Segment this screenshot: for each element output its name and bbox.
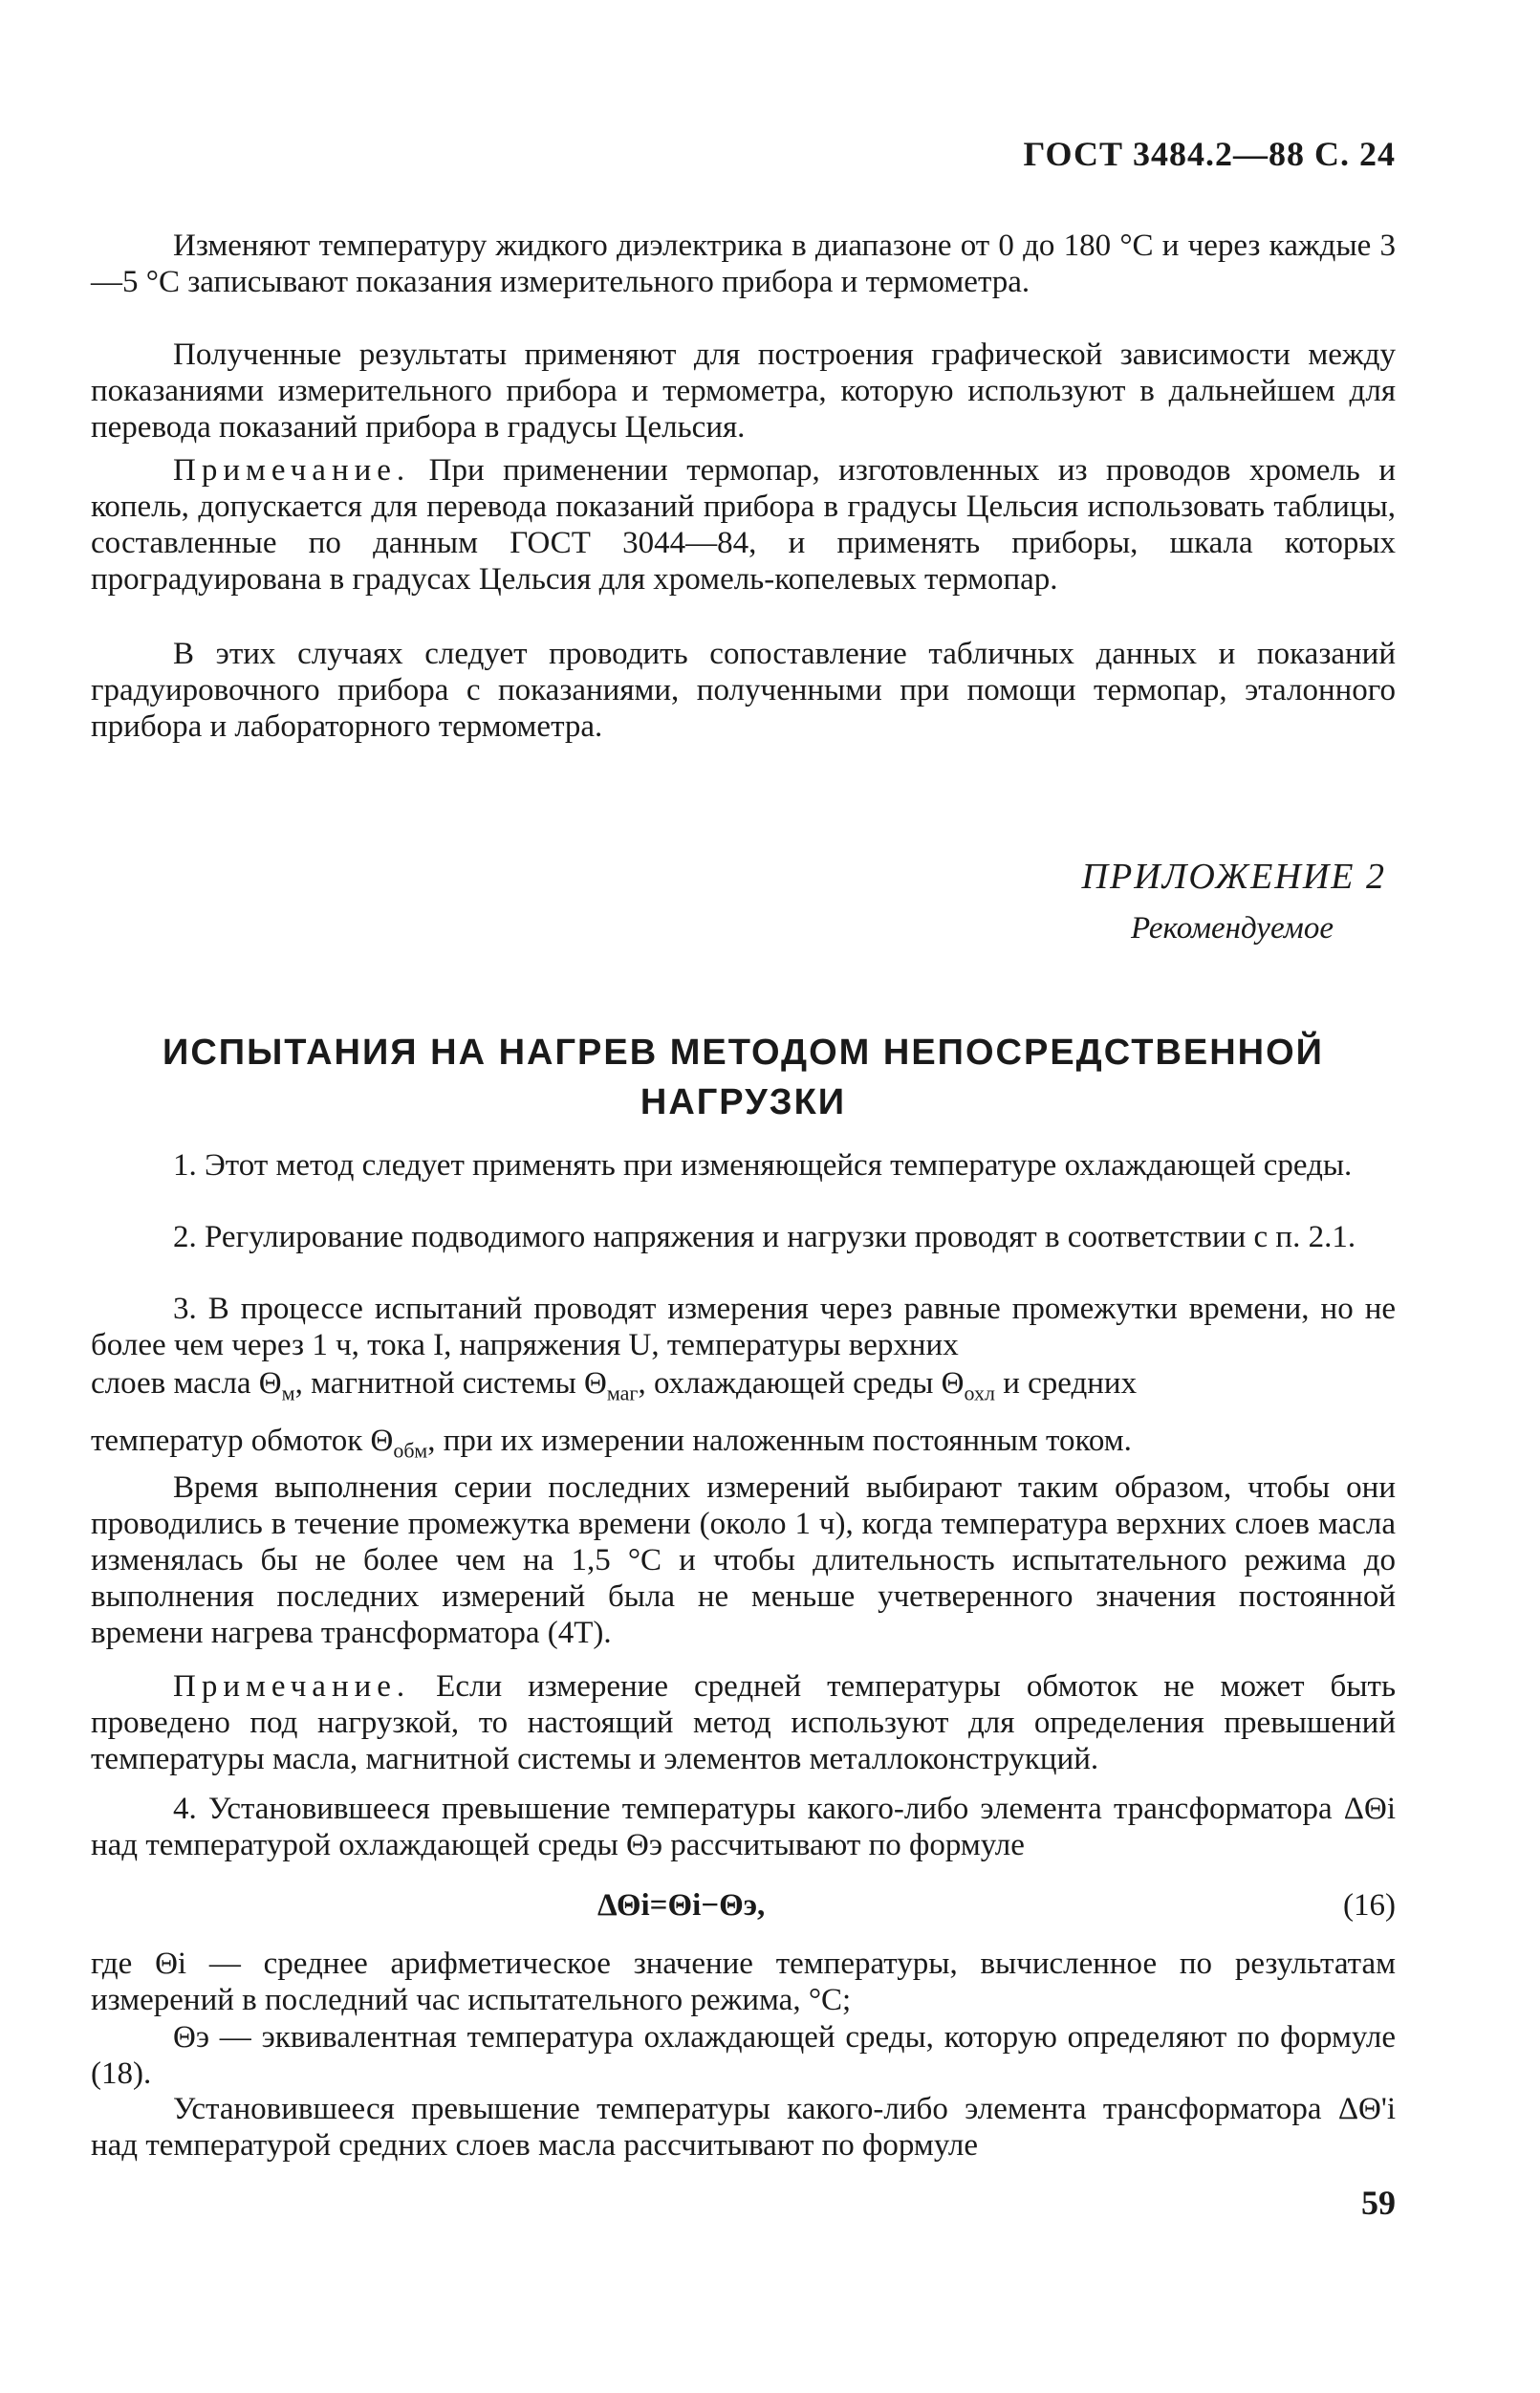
appendix-label: ПРИЛОЖЕНИЕ 2 (1081, 857, 1386, 897)
formula-expression: ΔΘi=Θi−Θэ, (597, 1888, 766, 1923)
subscript: охл (964, 1381, 995, 1405)
page-number: 59 (1361, 2184, 1396, 2222)
where-definition: Θэ — эквивалентная температура охлаждающей среды, которую определяют по формуле (18). (91, 2020, 1396, 2091)
section-title-line: НАГРУЗКИ (640, 1082, 847, 1122)
where-definition: где Θi — среднее арифметическое значение температуры, вычисленное по результатам измерений в последний час испытательного режима, °С; (91, 1947, 1396, 2017)
item-4: 4. Установившееся превышение температуры какого-либо элемента трансформатора ΔΘi над температурой охлаждающей среды Θэ рассчитывают по формуле (91, 1792, 1396, 1862)
note-lead: Примечание. (173, 453, 411, 488)
item-3-line (91, 1365, 1396, 1412)
section-title (91, 1028, 1396, 1127)
paragraph: Установившееся превышение температуры какого-либо элемента трансформатора ΔΘ'i над температурой средних слоев масла рассчитывают по формуле (91, 2092, 1396, 2163)
paragraph: Полученные результаты применяют для построения графической зависимости между показаниями измерительного прибора и термометра, которую используют в дальнейшем для перевода показаний прибора в градусы Цельсия. (91, 337, 1396, 445)
note-text: Если измерение средней температуры обмоток не может быть проведено под нагрузкой, то настоящий метод используют для определения превышений температуры масла, магнитной системы и элементов металлоконструкций. (91, 1669, 1396, 1776)
document-header: ГОСТ 3484.2—88 С. 24 (1023, 135, 1396, 173)
appendix-status: Рекомендуемое (1130, 911, 1334, 946)
subscript: маг (606, 1381, 639, 1405)
item-1: 1. Этот метод следует применять при изменяющейся температуре охлаждающей среды. (173, 1148, 1353, 1183)
text: , магнитной системы Θ (294, 1366, 607, 1401)
text: слоев масла Θ (91, 1366, 282, 1401)
document-page (91, 0, 1396, 2393)
note-text: При применении термопар, изготовленных из проводов хромель и копель, допускается для перевода показаний прибора в градусы Цельсия использовать таблицы, составленные по данным ГОСТ 3044—84, и применять приборы, шкала которых проградуирована в градусах Цельсия для хромель-копелевых термопар. (91, 453, 1396, 597)
text: температур обмоток Θ (91, 1424, 394, 1458)
text: , при их измерении наложенным постоянным током. (427, 1424, 1132, 1458)
item-2: 2. Регулирование подводимого напряжения и нагрузки проводят в соответствии с п. 2.1. (173, 1220, 1356, 1254)
formula-number: (16) (1343, 1888, 1396, 1923)
item-3-line (91, 1423, 1396, 1469)
note-lead: Примечание. (173, 1669, 411, 1704)
paragraph: В этих случаях следует проводить сопоставление табличных данных и показаний градуировочного прибора с показаниями, полученными при помощи термопар, эталонного прибора и лабораторного термометра. (91, 637, 1396, 744)
paragraph: Время выполнения серии последних измерений выбирают таким образом, чтобы они проводились в течение промежутка времени (около 1 ч), когда температура верхних слоев масла изменялась бы не более чем на 1,5 °С и чтобы длительность испытательного режима до выполнения последних измерений была не меньше учетверенного значения постоянной времени нагрева трансформатора (4T). (91, 1470, 1396, 1650)
paragraph: Изменяют температуру жидкого диэлектрика в диапазоне от 0 до 180 °С и через каждые 3—5 °С записывают показания измерительного прибора и термометра. (91, 228, 1396, 299)
note-paragraph (91, 1668, 1396, 1777)
text: и средних (994, 1366, 1138, 1401)
item-3: 3. В процессе испытаний проводят измерения через равные промежутки времени, но не более чем через 1 ч, тока I, напряжения U, температуры верхних (91, 1292, 1396, 1362)
text: , охлаждающей среды Θ (638, 1366, 965, 1401)
section-title-line: ИСПЫТАНИЯ НА НАГРЕВ МЕТОДОМ НЕПОСРЕДСТВЕННОЙ (163, 1033, 1324, 1073)
subscript: м (281, 1381, 295, 1405)
subscript: обм (393, 1438, 428, 1463)
note-paragraph (91, 452, 1396, 598)
